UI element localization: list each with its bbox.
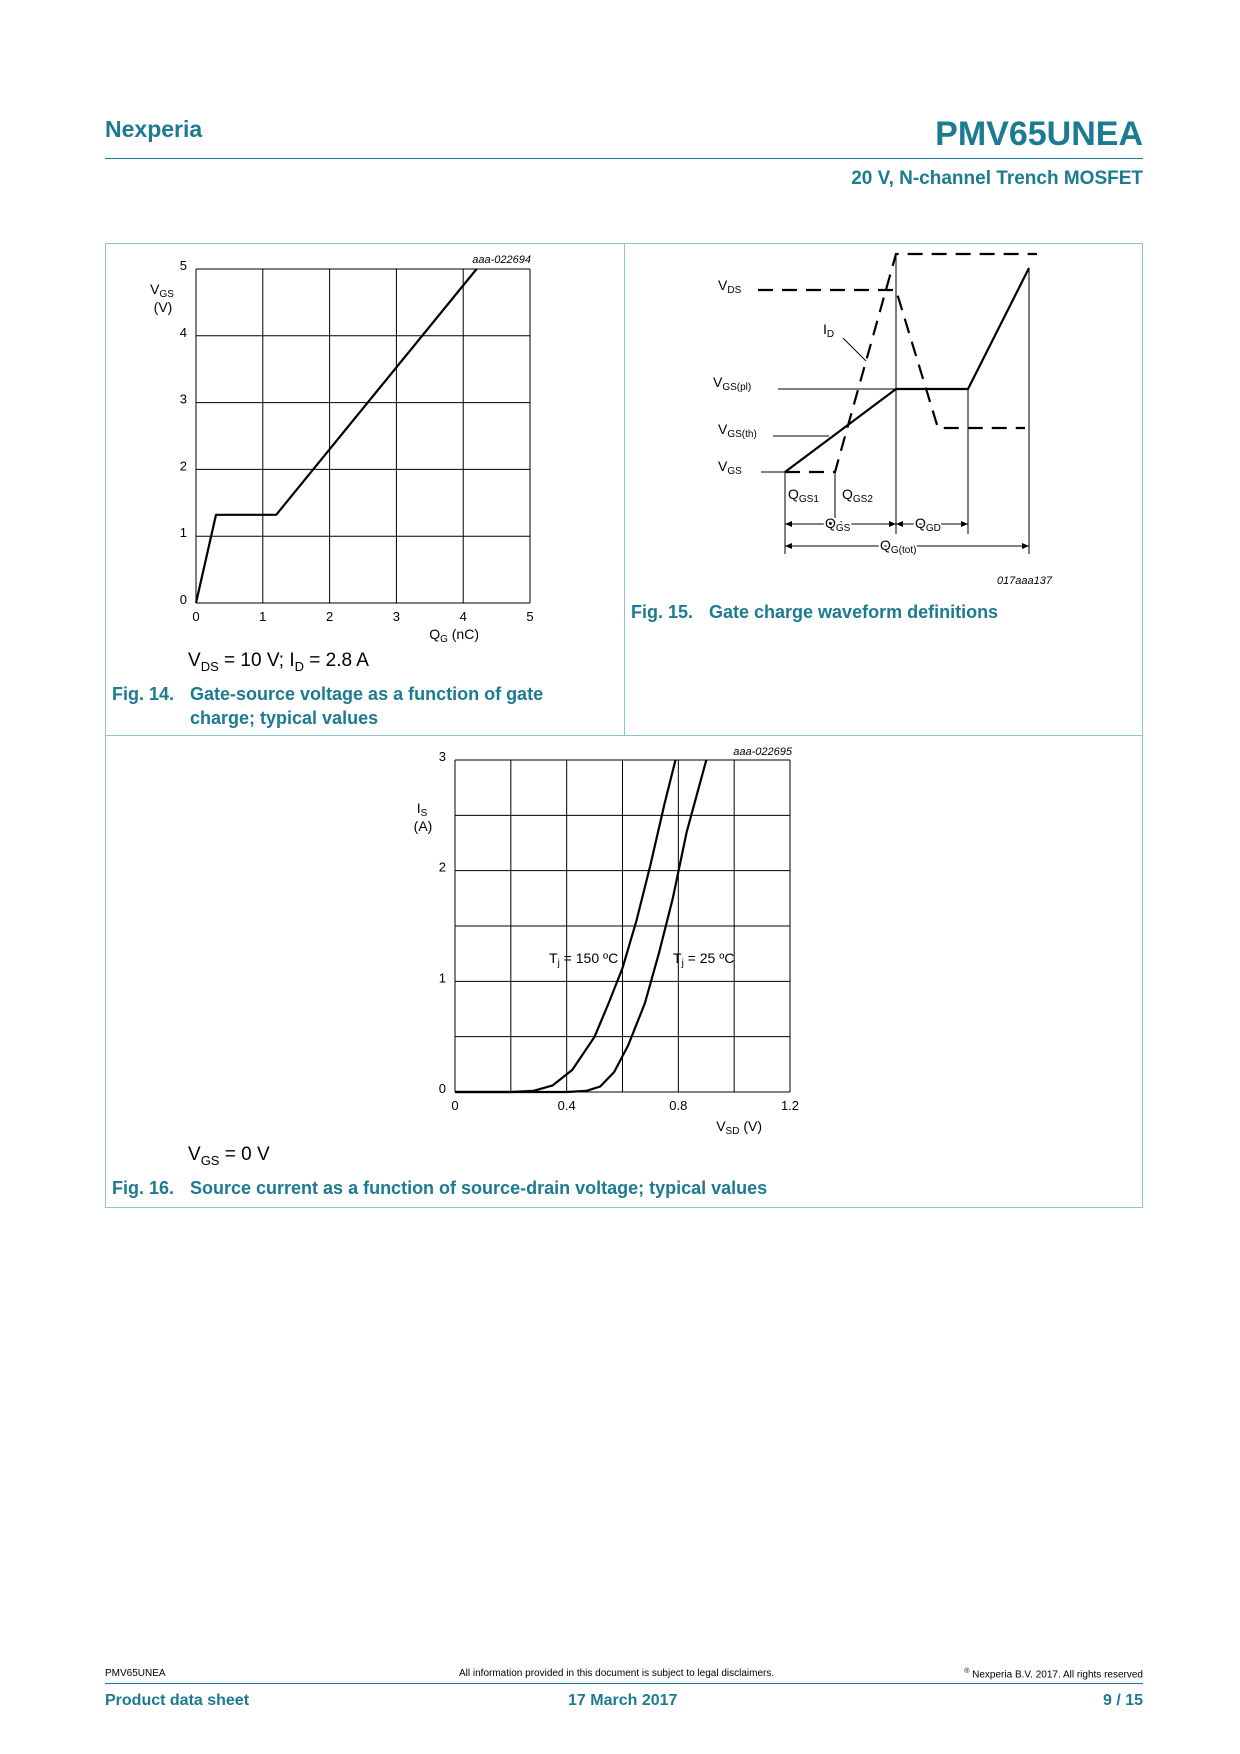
x-tick-label: 1 [259,609,267,624]
figure-15-panel [624,243,1143,736]
qgs2-label: $Q_{GS2}$ [842,486,873,505]
footer-page-number: 9 / 15 [1102,1692,1143,1709]
qgs-label: $Q_{GS}$ [825,515,851,534]
x-tick-label: 4 [459,609,467,624]
x-tick-label: 5 [526,609,534,624]
y-axis-unit: (A) [413,818,433,834]
curve-label-25c: $T_j = 25$ ºC [673,950,735,969]
y-tick-label: 1 [438,970,446,986]
figure-14-panel [105,243,625,736]
series-line-1 [196,269,477,603]
footer-disclaimer: All information provided in this document is subject to legal disclaimers. [459,1668,775,1679]
x-axis-label: $Q_G$ (nC) [429,626,479,645]
figure-code: 017aaa137 [996,575,1052,587]
y-axis-label: $V_{GS}$ [150,281,174,300]
x-tick-label: 0.8 [669,1098,688,1113]
figure-15-diagram [625,244,1142,604]
vgs-label: $V_{GS}$ [718,458,742,477]
vds-label: $V_{DS}$ [718,277,742,296]
x-tick-label: 0.4 [557,1098,576,1113]
figure-code: aaa-022695 [733,746,792,758]
qg-total-label: $Q_{G(tot)}$ [880,537,917,556]
y-tick-label: 0 [438,1081,446,1096]
footer-divider [105,1683,1143,1684]
figure-14-caption: Fig. 14. Gate-source voltage as a function of gate charge; typical values [112,684,544,728]
product-subtitle: 20 V, N-channel Trench MOSFET [851,168,1143,189]
vgs-waveform [785,268,1029,472]
figure-14-chart [106,244,624,664]
footer-copyright: ® Nexperia B.V. 2017. All rights reserved [964,1668,1143,1681]
id-waveform [785,254,1037,472]
figure-16-caption: Fig. 16. Source current as a function of source-drain voltage; typical values [112,1178,768,1198]
y-axis-unit: (V) [153,299,173,315]
product-title: PMV65UNEA [935,115,1143,153]
y-tick-label: 3 [179,391,187,407]
qgd-label: $Q_{GD}$ [915,515,941,534]
y-tick-label: 1 [179,525,187,541]
y-axis-label: $I_S$ [416,800,428,819]
x-axis-label: $V_{SD}$ (V) [716,1118,762,1137]
vgs-threshold-label: $V_{GS(th)}$ [718,421,757,440]
vds-waveform [758,290,1025,428]
figure-16-chart [106,736,1142,1146]
figure-16-condition: $V_{GS} = 0$ V [188,1144,270,1168]
footer-date: 17 March 2017 [568,1692,678,1709]
figure-14-condition: $V_{DS} = 10$ V; $I_D = 2.8$ A [188,650,369,674]
footer-doc-type: Product data sheet [105,1692,250,1709]
y-tick-label: 2 [179,458,187,474]
x-tick-label: 2 [325,609,334,624]
id-label: $I_D$ [823,321,835,340]
y-tick-label: 3 [438,749,446,764]
brand-name: Nexperia [105,116,203,142]
vgs-plateau-label: $V_{GS(pl)}$ [713,374,752,393]
x-tick-label: 0 [192,609,200,624]
y-tick-label: 4 [179,324,187,340]
footer-doc-id: PMV65UNEA [105,1668,166,1679]
y-tick-label: 5 [179,258,187,273]
figure-15-caption: Fig. 15. Gate charge waveform definitions [631,602,999,622]
qgs1-label: $Q_{GS1}$ [788,486,819,505]
y-tick-label: 2 [438,859,446,875]
header-divider [105,158,1143,159]
x-tick-label: 3 [392,609,401,624]
y-tick-label: 0 [179,592,187,607]
x-tick-label: 1.2 [780,1098,800,1113]
figure-16-panel [105,735,1143,1208]
x-tick-label: 0 [451,1098,459,1113]
figure-code: aaa-022694 [472,254,531,266]
curve-label-150c: $T_j = 150$ ºC [549,950,619,969]
